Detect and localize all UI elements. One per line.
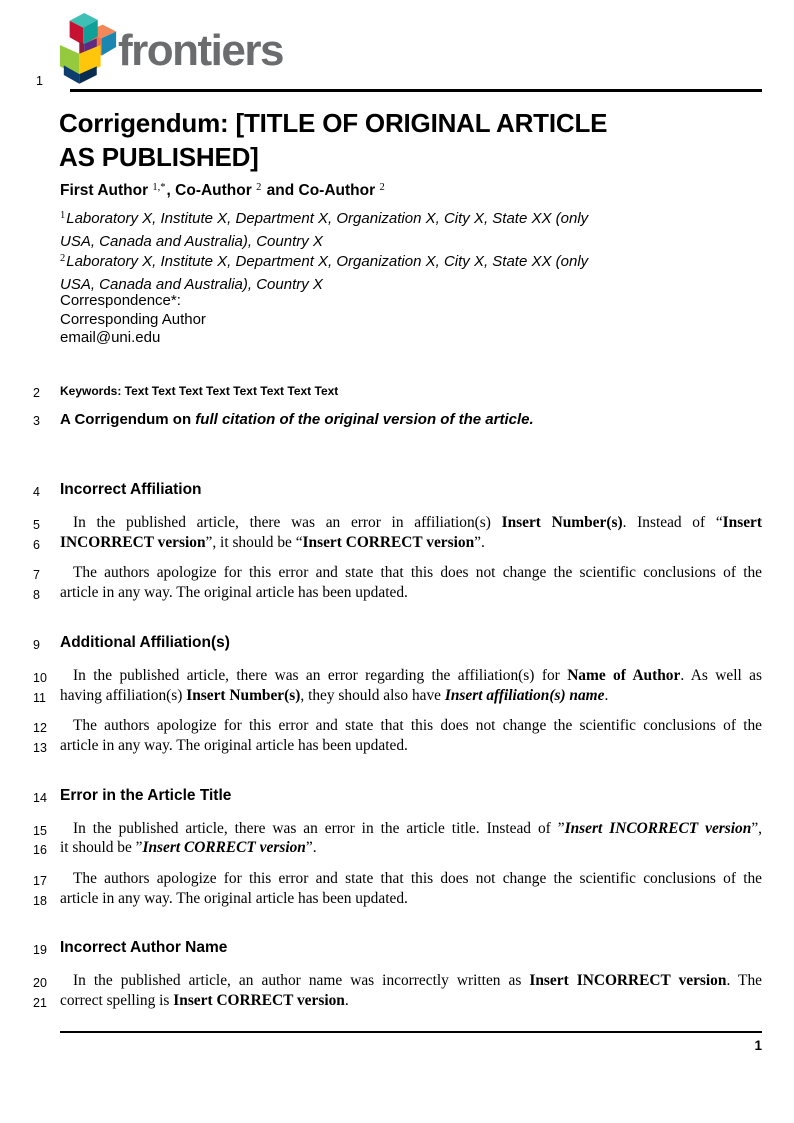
affiliation-1-line2: USA, Canada and Australia), Country X [60,232,323,250]
text-segment: The authors apologize for this error and state that this does not change the scientific conclusions of the [73,870,762,888]
paragraph-line [33,736,762,756]
text-segment: and Co-Author [262,182,380,199]
line-number: 7 [33,568,40,583]
text-segment: . Instead of “ [622,514,723,531]
author-line [60,182,386,200]
section-heading [33,481,762,499]
line-number: 13 [33,740,47,755]
text-segment: . [604,686,609,704]
text-segment: ”, it should be “ [205,533,303,551]
correspondence-name: Corresponding Author [60,310,206,328]
correspondence-block [60,292,206,348]
line-number: 18 [33,893,47,908]
paragraph-line [33,971,762,991]
line-number: 1 [36,74,43,88]
text-segment: Insert CORRECT version [302,533,475,551]
paragraph-line [33,583,762,603]
text-segment: In the published article, there was an error in affiliation(s) [73,514,502,531]
line-number: 3 [33,414,40,428]
text-segment: Keywords: Text Text Text Text Text Text Text Text [60,384,339,398]
paragraph-line [33,666,762,686]
article-title-line1: Corrigendum: [TITLE OF ORIGINAL ARTICLE [59,108,608,138]
section-heading [33,786,762,805]
text-segment: it should be ” [60,839,143,857]
paragraph-line [33,838,762,858]
line-number: 6 [33,537,40,552]
text-segment: article in any way. The original article has been updated. [60,736,408,754]
text-segment: Insert INCORRECT version [564,819,752,837]
article-body [33,384,762,1011]
text-segment: First Author [60,182,153,199]
line-number: 20 [33,976,47,991]
text-segment: having affiliation(s) [60,686,187,704]
paragraph-line [33,889,762,909]
keywords-line [33,384,762,400]
correspondence-email: email@uni.edu [60,329,161,347]
paragraph-line [33,991,762,1011]
text-segment: Insert CORRECT version [142,839,306,857]
frontiers-wordmark: frontiers [118,26,283,75]
line-number: 12 [33,721,47,736]
text-segment: , Co-Author [166,182,257,199]
text-segment: INCORRECT version [60,533,206,551]
footer-rule [60,1031,762,1033]
paragraph [33,819,762,858]
text-segment: ”. [305,839,317,857]
line-number: 9 [33,637,40,652]
text-segment: . [344,992,349,1010]
paragraph [33,513,762,552]
section-heading-text: Incorrect Affiliation [60,481,202,498]
text-segment: . The [726,972,762,990]
paragraph-line [33,869,762,889]
section-heading-text: Incorrect Author Name [60,939,228,957]
line-number: 21 [33,996,47,1011]
line-number: 10 [33,670,47,685]
paragraph [33,563,762,603]
text-segment: In the published article, an author name was incorrectly written as [73,972,530,990]
affiliation-2-superscript: 2 [60,253,66,264]
line-number: 11 [33,690,46,705]
superscript: 1,* [152,182,166,193]
paragraph-line [33,533,762,553]
text-segment: The authors apologize for this error and state that this does not change the scientific conclusions of the [73,564,762,582]
correspondence-label: Correspondence*: [60,292,181,309]
section-heading-text: Error in the Article Title [60,786,232,804]
text-segment: Insert CORRECT version [173,992,345,1010]
paragraph-line [33,563,762,583]
article-title-line2: AS PUBLISHED] [59,141,259,172]
line-number: 14 [33,790,47,805]
superscript: 2 [256,182,262,193]
text-segment: ”, [751,819,762,837]
affiliation-2-line2: USA, Canada and Australia), Country X [60,275,323,293]
text-segment: The authors apologize for this error and state that this does not change the scientific conclusions of the [73,717,762,735]
superscript: 2 [379,182,385,193]
line-number: 8 [33,588,40,603]
paragraph-line [33,819,762,839]
text-segment: In the published article, there was an error regarding the affiliation(s) for [73,666,568,684]
text-segment: article in any way. The original article has been updated. [60,584,408,602]
text-segment: A Corrigendum on [60,411,196,428]
line-number: 4 [33,485,40,499]
text-segment: Insert Number(s) [186,686,301,704]
frontiers-logo-icon [58,6,120,84]
text-segment: article in any way. The original article has been updated. [60,889,408,907]
line-number: 19 [33,943,47,958]
affiliation-2-line1: $^2$Laboratory X, Institute X, Department X, Organization X, City X, State XX (only [60,253,589,270]
header-rule [70,89,762,92]
section-heading-text: Additional Affiliation(s) [60,633,230,651]
paragraph [33,971,762,1011]
text-segment: Insert Number(s) [501,514,623,531]
line-number: 2 [33,386,40,400]
line-number: 15 [33,823,47,838]
text-segment: Insert affiliation(s) name [444,686,605,704]
text-segment: full citation of the original version of the article. [195,411,534,428]
text-segment: In the published article, there was an error in the article title. Instead of ” [73,819,565,837]
section-heading [33,939,762,958]
line-number: 5 [33,518,40,532]
text-segment: Insert [722,514,762,531]
page-number: 1 [754,1038,762,1053]
affiliation-1-line1: $^1$Laboratory X, Institute X, Department X, Organization X, City X, State XX (only [60,210,589,227]
affiliation-1-superscript: 1 [60,210,66,221]
text-segment: , they should also have [300,686,445,704]
paragraph [33,869,762,908]
paragraph [33,666,762,705]
text-segment: correct spelling is [60,992,174,1010]
paragraph-line [33,686,762,706]
text-segment: Insert INCORRECT version [529,972,727,990]
article-title [59,107,719,174]
text-segment: Name of Author [567,666,681,684]
section-heading [33,633,762,652]
affiliations [60,209,720,295]
paragraph-line [33,716,762,736]
corrigendum-citation-line [33,411,762,428]
line-number: 17 [33,874,47,889]
paragraph-line [33,513,762,533]
text-segment: . As well as [680,666,762,684]
paragraph [33,716,762,755]
text-segment: ”. [474,533,485,551]
line-number: 16 [33,843,47,858]
